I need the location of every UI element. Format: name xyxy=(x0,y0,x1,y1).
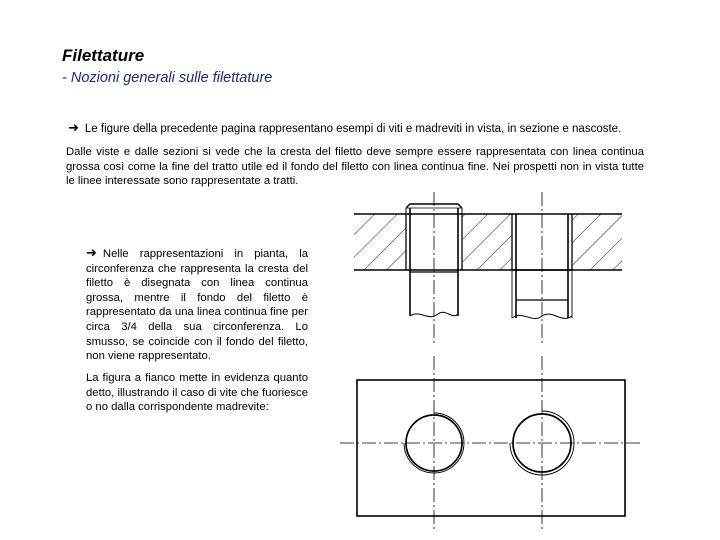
arrow-icon: ➜ xyxy=(86,246,97,261)
section-view xyxy=(354,192,622,346)
intro-text: Le figure della precedente pagina rappresentano esempi di viti e madreviti in vista, in sezione e nascoste. xyxy=(84,123,622,135)
arrow-icon: ➜ xyxy=(68,121,79,136)
figure-note: La figura a fianco mette in evidenza quanto detto, illustrando il caso di vite che fuoriesce o no dalla corrispondente madrevite: xyxy=(86,372,308,414)
page-subtitle: - Nozioni generali sulle filettature xyxy=(62,70,273,86)
page-title: Filettature xyxy=(62,46,145,65)
plan-note-text: Nelle rappresentazioni in pianta, la circonferenza che rappresenta la cresta del filetto è disegnata con linea continua grossa, mentre il fondo del filetto è rappresentato da una linea continua fine per circa 3/4 della sua circonferenza. Lo smusso, se coincide con il fondo del filetto, non viene rappresentato. xyxy=(86,248,308,363)
plan-view xyxy=(340,356,640,530)
paragraph-sections: Dalle viste e dalle sezioni si vede che la cresta del filetto deve sempre essere rappresentata con linea continua grossa così come la fine del tratto utile ed il fondo del filetto con linea continua fine. Nei prospetti non in vista tutte le linee interessate sono rappresentate a tratti. xyxy=(66,146,644,188)
